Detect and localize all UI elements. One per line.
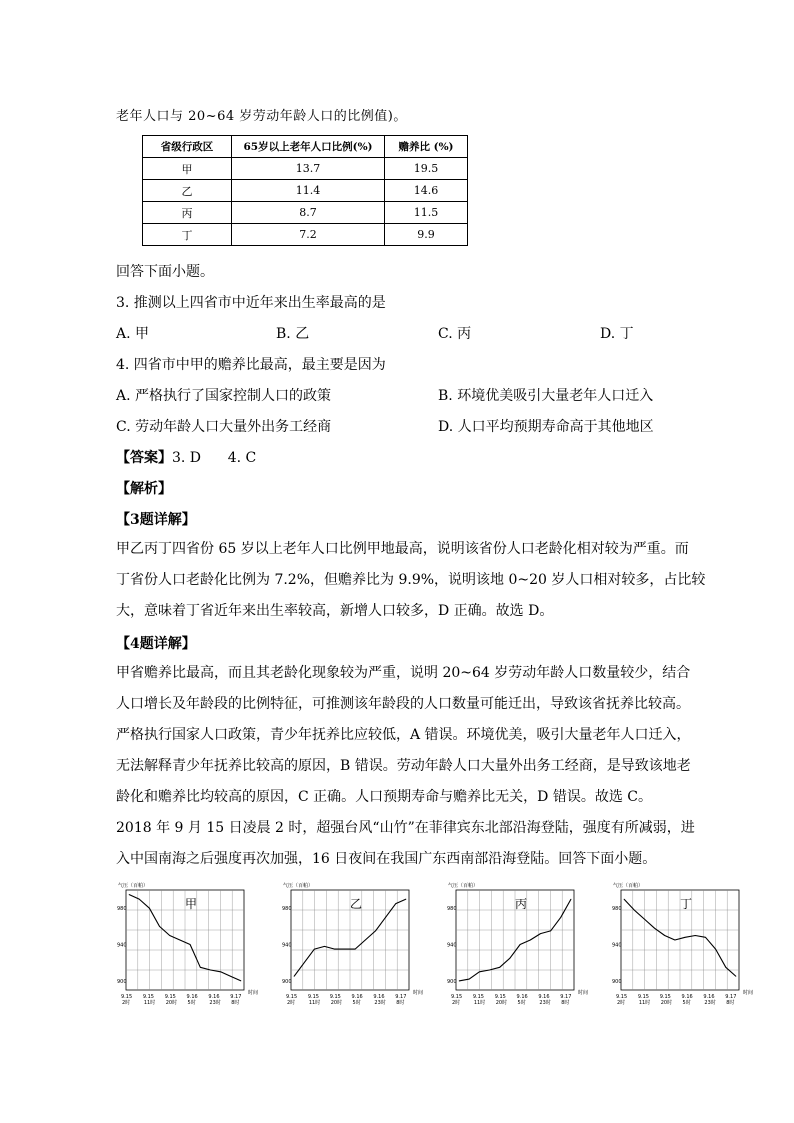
answer-line bbox=[116, 447, 256, 467]
chart-svg bbox=[281, 880, 429, 1010]
answer-label: 【答案】 bbox=[116, 450, 172, 466]
table-row bbox=[143, 224, 468, 246]
x-tick-label: 2时 bbox=[287, 1000, 296, 1006]
chart-title: 乙 bbox=[350, 897, 363, 911]
pressure-charts bbox=[116, 880, 756, 1010]
data-point bbox=[726, 967, 727, 968]
table-row bbox=[143, 180, 468, 202]
x-tick-label: 8时 bbox=[726, 1000, 735, 1006]
x-tick-label: 9.15 bbox=[307, 994, 319, 1000]
table-cell: 乙 bbox=[143, 180, 232, 202]
table-cell: 丁 bbox=[143, 224, 232, 246]
data-point bbox=[654, 928, 655, 929]
answer-prompt: 回答下面小题。 bbox=[116, 264, 214, 280]
x-tick-label: 9.16 bbox=[516, 994, 528, 1000]
data-point bbox=[550, 931, 551, 932]
x-tick-label: 8时 bbox=[561, 1000, 570, 1006]
q4-option-c: C. 劳动年龄人口大量外出务工经商 bbox=[116, 419, 332, 435]
q3-detail-paragraph bbox=[116, 534, 706, 627]
x-tick-label: 9.17 bbox=[725, 994, 737, 1000]
x-tick-label: 5时 bbox=[517, 1000, 526, 1006]
y-tick-label: 980 bbox=[447, 906, 457, 913]
table-cell: 8.7 bbox=[232, 202, 385, 224]
paragraph-line: 严格执行国家人口政策，青少年抚养比应较低，A 错误。环境优美，吸引大量老年人口迁入， bbox=[116, 727, 691, 743]
table-cell: 11.4 bbox=[232, 180, 385, 202]
paragraph-line: 丁省份人口老龄化比例为 7.2%，但赡养比为 9.9%，说明该地 0~20 岁人口相对较多，占比较 bbox=[116, 572, 706, 588]
data-point bbox=[489, 970, 490, 971]
x-tick-label: 20时 bbox=[330, 1000, 343, 1006]
data-point bbox=[200, 967, 201, 968]
y-tick-label: 940 bbox=[612, 942, 622, 949]
table-header: 65岁以上老年人口比例(%) bbox=[232, 136, 385, 158]
data-point bbox=[375, 931, 376, 932]
data-point bbox=[469, 979, 470, 980]
data-point bbox=[304, 962, 305, 963]
x-axis-label: 时间 bbox=[248, 990, 259, 996]
data-point bbox=[675, 940, 676, 941]
q4-detail-paragraph bbox=[116, 658, 695, 875]
y-tick-label: 980 bbox=[612, 906, 622, 913]
x-tick-label: 9.16 bbox=[373, 994, 385, 1000]
x-tick-label: 9.15 bbox=[164, 994, 176, 1000]
x-tick-label: 8时 bbox=[231, 1000, 240, 1006]
data-point bbox=[736, 976, 737, 977]
table-cell: 9.9 bbox=[385, 224, 468, 246]
paragraph-line: 2018 年 9 月 15 日凌晨 2 时，超强台风“山竹”在菲律宾东北部沿海登陆，强度有所减弱，进 bbox=[116, 820, 695, 836]
pressure-chart-bing bbox=[446, 880, 594, 1010]
x-tick-label: 23时 bbox=[209, 1000, 221, 1006]
x-tick-label: 9.16 bbox=[703, 994, 715, 1000]
paragraph-line: 甲乙丙丁四省份 65 岁以上老年人口比例甲地最高，说明该省份人口老龄化相对较为严重。而 bbox=[116, 541, 689, 557]
data-point bbox=[129, 894, 130, 895]
data-point bbox=[294, 976, 295, 977]
y-axis-label: 气压（百帕） bbox=[448, 883, 479, 889]
q3-detail-title: 【3题详解】 bbox=[116, 512, 196, 528]
answer-text: 3. D 4. C bbox=[172, 450, 257, 466]
data-point bbox=[139, 899, 140, 900]
table-cell: 19.5 bbox=[385, 158, 468, 180]
x-tick-label: 9.16 bbox=[186, 994, 198, 1000]
table-cell: 7.2 bbox=[232, 224, 385, 246]
paragraph-line: 龄化和赡养比均较高的原因，C 正确。人口预期寿命与赡养比无关，D 错误。故选 C。 bbox=[116, 789, 652, 805]
x-tick-label: 2时 bbox=[122, 1000, 131, 1006]
data-point bbox=[355, 949, 356, 950]
question-4-stem: 4. 四省市中甲的赡养比最高，最主要是因为 bbox=[116, 357, 386, 373]
x-tick-label: 9.15 bbox=[286, 994, 298, 1000]
y-tick-label: 900 bbox=[612, 978, 622, 985]
x-tick-label: 23时 bbox=[704, 1000, 716, 1006]
q3-option-a: A. 甲 bbox=[116, 326, 150, 342]
x-tick-label: 20时 bbox=[495, 1000, 508, 1006]
x-tick-label: 9.16 bbox=[208, 994, 220, 1000]
pressure-chart-ding bbox=[611, 880, 759, 1010]
pressure-chart-yi bbox=[281, 880, 429, 1010]
paragraph-line: 入中国南海之后强度再次加强，16 日夜间在我国广东西南部沿海登陆。回答下面小题。 bbox=[116, 851, 657, 867]
chart-title: 甲 bbox=[185, 897, 198, 911]
y-tick-label: 900 bbox=[117, 978, 127, 985]
y-tick-label: 940 bbox=[117, 942, 127, 949]
x-tick-label: 9.15 bbox=[616, 994, 628, 1000]
data-point bbox=[624, 899, 625, 900]
q4-option-b: B. 环境优美吸引大量老年人口迁入 bbox=[438, 388, 654, 404]
data-point bbox=[334, 949, 335, 950]
data-point bbox=[540, 933, 541, 934]
population-table bbox=[142, 135, 468, 246]
table-cell: 13.7 bbox=[232, 158, 385, 180]
x-tick-label: 11时 bbox=[473, 1000, 486, 1006]
analysis-label: 【解析】 bbox=[116, 481, 172, 497]
x-tick-label: 9.16 bbox=[538, 994, 550, 1000]
data-point bbox=[715, 949, 716, 950]
data-point bbox=[479, 972, 480, 973]
y-tick-label: 940 bbox=[447, 942, 457, 949]
data-point bbox=[406, 899, 407, 900]
table-header: 省级行政区 bbox=[143, 136, 232, 158]
data-point bbox=[571, 899, 572, 900]
x-tick-label: 8时 bbox=[396, 1000, 405, 1006]
q3-option-d: D. 丁 bbox=[600, 326, 634, 342]
chart-svg bbox=[611, 880, 759, 1010]
x-tick-label: 9.15 bbox=[451, 994, 463, 1000]
chart-svg bbox=[446, 880, 594, 1010]
x-axis-label: 时间 bbox=[743, 990, 754, 996]
data-point bbox=[231, 976, 232, 977]
paragraph-line: 无法解释青少年抚养比较高的原因，B 错误。劳动年龄人口大量外出务工经商，是导致该地老 bbox=[116, 758, 691, 774]
q4-option-a: A. 严格执行了国家控制人口的政策 bbox=[116, 388, 332, 404]
table-cell: 11.5 bbox=[385, 202, 468, 224]
data-point bbox=[365, 940, 366, 941]
data-point bbox=[345, 949, 346, 950]
x-tick-label: 9.15 bbox=[659, 994, 671, 1000]
data-point bbox=[510, 958, 511, 959]
x-tick-label: 9.15 bbox=[329, 994, 341, 1000]
x-tick-label: 23时 bbox=[539, 1000, 551, 1006]
x-tick-label: 9.15 bbox=[637, 994, 649, 1000]
data-point bbox=[634, 910, 635, 911]
x-tick-label: 9.17 bbox=[395, 994, 407, 1000]
data-point bbox=[149, 908, 150, 909]
y-tick-label: 980 bbox=[117, 906, 127, 913]
data-point bbox=[499, 967, 500, 968]
data-point bbox=[324, 946, 325, 947]
data-point bbox=[530, 940, 531, 941]
data-point bbox=[220, 972, 221, 973]
x-tick-label: 9.15 bbox=[472, 994, 484, 1000]
data-point bbox=[169, 935, 170, 936]
x-tick-label: 9.16 bbox=[681, 994, 693, 1000]
data-point bbox=[644, 919, 645, 920]
x-tick-label: 9.15 bbox=[142, 994, 154, 1000]
data-point bbox=[159, 926, 160, 927]
x-axis-label: 时间 bbox=[413, 990, 424, 996]
x-tick-label: 5时 bbox=[352, 1000, 361, 1006]
question-3-stem: 3. 推测以上四省市中近年来出生率最高的是 bbox=[116, 295, 386, 311]
data-point bbox=[314, 949, 315, 950]
x-tick-label: 5时 bbox=[187, 1000, 196, 1006]
y-tick-label: 900 bbox=[282, 978, 292, 985]
x-tick-label: 9.17 bbox=[560, 994, 572, 1000]
y-axis-label: 气压（百帕） bbox=[283, 883, 314, 889]
table-cell: 14.6 bbox=[385, 180, 468, 202]
chart-svg bbox=[116, 880, 264, 1010]
x-tick-label: 20时 bbox=[165, 1000, 178, 1006]
x-tick-label: 11时 bbox=[638, 1000, 651, 1006]
y-tick-label: 900 bbox=[447, 978, 457, 985]
data-point bbox=[396, 903, 397, 904]
x-tick-label: 9.16 bbox=[351, 994, 363, 1000]
data-point bbox=[561, 917, 562, 918]
x-tick-label: 9.15 bbox=[121, 994, 133, 1000]
paragraph-line: 人口增长及年龄段的比例特征，可推测该年龄段的人口数量可能迁出，导致该省抚养比较高。 bbox=[116, 696, 690, 712]
table-cell: 丙 bbox=[143, 202, 232, 224]
data-point bbox=[664, 935, 665, 936]
table-header: 赡养比 (%) bbox=[385, 136, 468, 158]
data-point bbox=[241, 981, 242, 982]
x-tick-label: 9.15 bbox=[494, 994, 506, 1000]
data-point bbox=[210, 970, 211, 971]
intro-line: 老年人口与 20~64 岁劳动年龄人口的比例值)。 bbox=[116, 109, 407, 124]
x-axis-label: 时间 bbox=[578, 990, 589, 996]
data-point bbox=[685, 937, 686, 938]
data-point bbox=[385, 917, 386, 918]
data-point bbox=[705, 937, 706, 938]
x-tick-label: 9.17 bbox=[230, 994, 242, 1000]
x-tick-label: 11时 bbox=[308, 1000, 321, 1006]
data-point bbox=[695, 935, 696, 936]
q3-option-c: C. 丙 bbox=[438, 326, 472, 342]
x-tick-label: 5时 bbox=[682, 1000, 691, 1006]
table-row bbox=[143, 202, 468, 224]
pressure-chart-jia bbox=[116, 880, 264, 1010]
q3-option-b: B. 乙 bbox=[276, 326, 310, 342]
data-point bbox=[180, 940, 181, 941]
y-tick-label: 980 bbox=[282, 906, 292, 913]
x-tick-label: 11时 bbox=[143, 1000, 156, 1006]
data-point bbox=[459, 981, 460, 982]
table-header-row bbox=[143, 136, 468, 158]
table-cell: 甲 bbox=[143, 158, 232, 180]
y-axis-label: 气压（百帕） bbox=[613, 883, 644, 889]
y-tick-label: 940 bbox=[282, 942, 292, 949]
table-row bbox=[143, 158, 468, 180]
chart-title: 丁 bbox=[680, 897, 693, 911]
y-axis-label: 气压（百帕） bbox=[118, 883, 149, 889]
x-tick-label: 2时 bbox=[617, 1000, 626, 1006]
x-tick-label: 2时 bbox=[452, 1000, 461, 1006]
data-point bbox=[520, 944, 521, 945]
paragraph-line: 甲省赡养比最高，而且其老龄化现象较为严重，说明 20~64 岁劳动年龄人口数量较少，结合 bbox=[116, 665, 691, 681]
paragraph-line: 大，意味着丁省近年来出生率较高，新增人口较多，D 正确。故选 D。 bbox=[116, 603, 554, 619]
q4-detail-title: 【4题详解】 bbox=[116, 636, 196, 652]
data-point bbox=[190, 944, 191, 945]
chart-title: 丙 bbox=[515, 897, 528, 911]
x-tick-label: 23时 bbox=[374, 1000, 386, 1006]
x-tick-label: 20时 bbox=[660, 1000, 673, 1006]
q4-option-d: D. 人口平均预期寿命高于其他地区 bbox=[438, 419, 654, 435]
